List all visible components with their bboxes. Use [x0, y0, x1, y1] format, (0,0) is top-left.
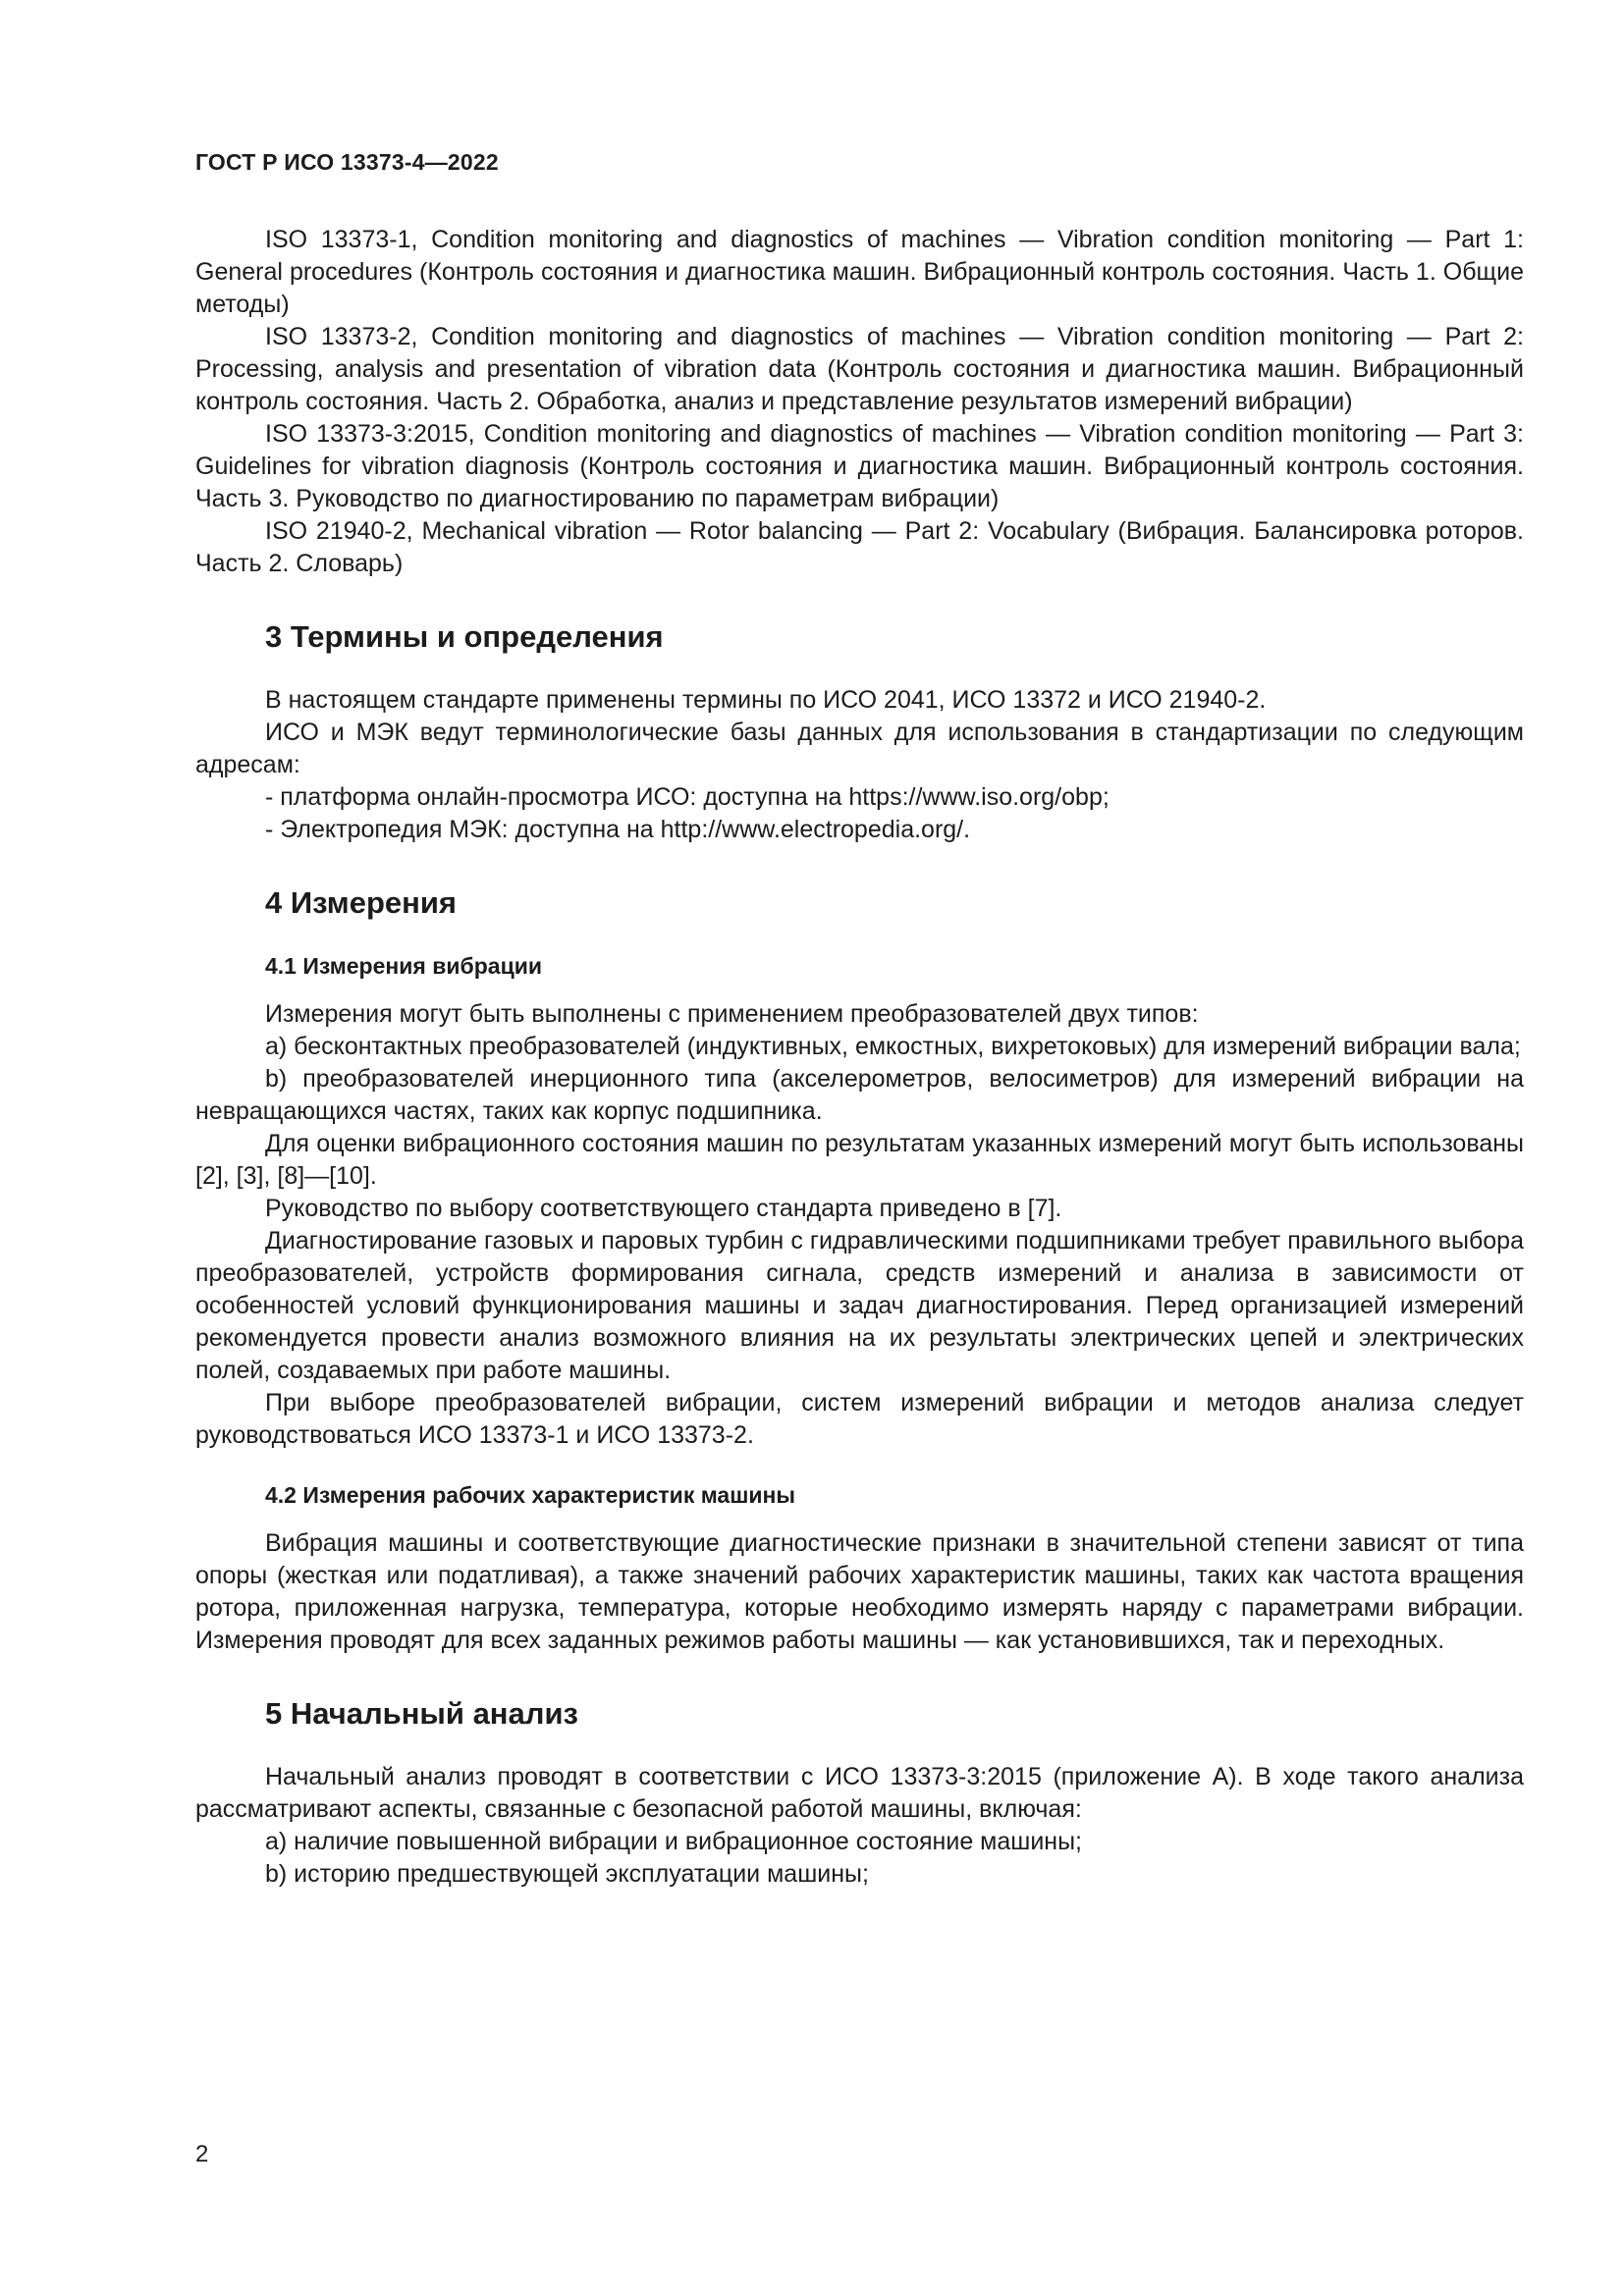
subsection-4-1-heading: 4.1 Измерения вибрации	[265, 953, 542, 979]
paragraph: Начальный анализ проводят в соответствии с ИСО 13373-3:2015 (приложение А). В ходе такого анализа рассматривают аспекты, связанные с безопасной работой машины, включая:	[195, 1763, 1524, 1823]
reference-item: ISO 13373-3:2015, Condition monitoring and diagnostics of machines — Vibration condition monitoring — Part 3: Guidelines for vibration diagnosis (Контроль состояния и диагностика машин. Вибрационный контроль состояния. Часть 3. Руководство по диагностированию по параметрам вибрации)	[195, 420, 1524, 512]
paragraph: Руководство по выбору соответствующего стандарта приведено в [7].	[265, 1195, 1062, 1222]
paragraph: Вибрация машины и соответствующие диагностические признаки в значительной степени зависят от типа опоры (жесткая или податливая), а также значений рабочих характеристик машины, таких как частота вращения ротора, приложенная нагрузка, температура, которые необходимо измерять наряду с параметрами вибрации. Измерения проводят для всех заданных режимов работы машины — как установившихся, так и переходных.	[195, 1529, 1524, 1654]
reference-item: ISO 21940-2, Mechanical vibration — Rotor balancing — Part 2: Vocabulary (Вибрация. Балансировка роторов. Часть 2. Словарь)	[195, 517, 1524, 577]
page-content	[195, 224, 1524, 1891]
list-item: a) бесконтактных преобразователей (индуктивных, емкостных, вихретоковых) для измерений вибрации вала;	[265, 1033, 1521, 1060]
list-item: a) наличие повышенной вибрации и вибрационное состояние машины;	[265, 1828, 1083, 1855]
list-item: - Электропедия МЭК: доступна на http://www.electropedia.org/.	[265, 816, 971, 843]
section-3-heading: 3 Термины и определения	[265, 619, 664, 654]
paragraph: ИСО и МЭК ведут терминологические базы данных для использования в стандартизации по следующим адресам:	[195, 719, 1524, 778]
reference-item: ISO 13373-2, Condition monitoring and diagnostics of machines — Vibration condition monitoring — Part 2: Processing, analysis and presentation of vibration data (Контроль состояния и диагностика машин. Вибрационный контроль состояния. Часть 2. Обработка, анализ и представление результатов измерений вибрации)	[195, 323, 1524, 415]
paragraph: При выборе преобразователей вибрации, систем измерений вибрации и методов анализа следует руководствоваться ИСО 13373-1 и ИСО 13373-2.	[195, 1389, 1524, 1449]
subsection-4-2-heading: 4.2 Измерения рабочих характеристик машины	[265, 1482, 796, 1508]
document-header: ГОСТ Р ИСО 13373-4—2022	[195, 149, 499, 175]
reference-item: ISO 13373-1, Condition monitoring and diagnostics of machines — Vibration condition monitoring — Part 1: General procedures (Контроль состояния и диагностика машин. Вибрационный контроль состояния. Часть 1. Общие методы)	[195, 226, 1524, 318]
paragraph: Для оценки вибрационного состояния машин по результатам указанных измерений могут быть использованы [2], [3], [8]—[10].	[195, 1130, 1524, 1190]
references-list	[195, 224, 1524, 580]
page-number: 2	[195, 2141, 209, 2167]
paragraph: Диагностирование газовых и паровых турбин с гидравлическими подшипниками требует правильного выбора преобразователей, устройств формирования сигнала, средств измерений и анализа в зависимости от особенностей условий функционирования машины и задач диагностирования. Перед организацией измерений рекомендуется провести анализ возможного влияния на их результаты электрических цепей и электрических полей, создаваемых при работе машины.	[195, 1227, 1524, 1384]
paragraph: Измерения могут быть выполнены с применением преобразователей двух типов:	[265, 1000, 1199, 1028]
list-item: b) историю предшествующей эксплуатации машины;	[265, 1860, 869, 1888]
paragraph: В настоящем стандарте применены термины по ИСО 2041, ИСО 13372 и ИСО 21940-2.	[265, 686, 1267, 714]
list-item: - платформа онлайн-просмотра ИСО: доступна на https://www.iso.org/obp;	[265, 783, 1110, 811]
section-5-heading: 5 Начальный анализ	[265, 1696, 578, 1731]
section-4-heading: 4 Измерения	[265, 885, 457, 920]
list-item: b) преобразователей инерционного типа (акселерометров, велосиметров) для измерений вибрации на невращающихся частях, таких как корпус подшипника.	[195, 1065, 1524, 1125]
